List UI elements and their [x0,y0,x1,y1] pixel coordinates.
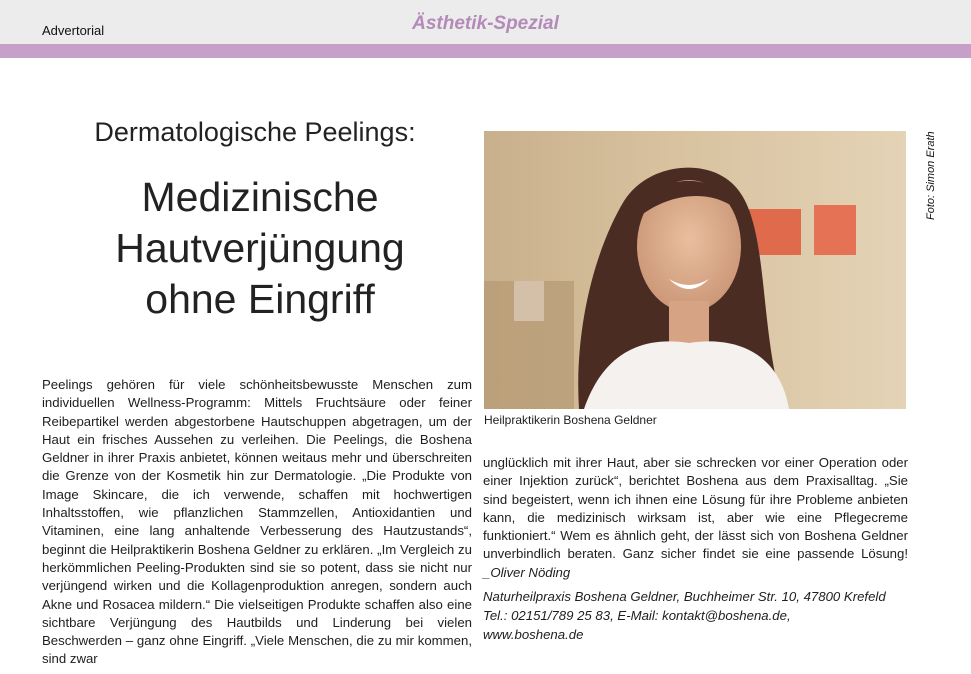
special-title: Ästhetik-Spezial [412,13,559,34]
photo-credit: Foto: Simon Erath [925,131,937,220]
contact-address: Naturheilpraxis Boshena Geldner, Buchheimer Str. 10, 47800 Krefeld [483,589,886,604]
contact-block [483,587,913,644]
headline-line: ohne Eingriff [145,276,375,322]
article-body-right [483,454,908,582]
contact-phone-email: Tel.: 02151/789 25 83, E-Mail: kontakt@boshena.de, [483,608,791,623]
article-kicker: Dermatologische Peelings: [94,117,416,147]
headline-line: Medizinische [141,174,379,220]
article-body-left: Peelings gehören für viele schönheitsbewusste Menschen zum individuellen Wellness-Programm: Mittels Fruchtsäure oder feiner Reibepartikel werden abgestorbene Hautschuppen abgetragen, um der Haut ein frisches Aussehen zu verleihen. Die Peelings, die Boshena Geldner in ihrer Praxis anbietet, können weitaus mehr und überschreiten die Grenze von der Kosmetik hin zur Dermatologie. „Die Produkte von Image Skincare, die ich verwende, schaffen mit hochwertigen Inhaltsstoffen, wie pflanzlichen Stammzellen, Antioxidantien und Vitaminen, eine lang anhaltende Verbesserung des Hautzustands“, beginnt die Heilpraktikerin Boshena Geldner zu erklären. „Im Vergleich zu herkömmlichen Peeling-Produkten sind sie so potent, dass sie nicht nur verjüngend wirken und die Kollagenproduktion anregen, sondern auch Akne und Rosacea mildern.“ Die vielseitigen Produkte schaffen also eine sichtbare Verjüngung des Hautbilds und Linderung bei vielen Beschwerden – ganz ohne Eingriff. „Viele Menschen, die zu mir kommen, sind zwar [42,377,472,667]
photo-caption: Heilpraktikerin Boshena Geldner [484,413,657,427]
article-headline [40,172,480,325]
accent-strip [0,44,971,58]
section-label: Advertorial [42,23,105,38]
header-bar [0,0,971,44]
article-author: _Oliver Nöding [483,564,571,580]
article-body-right-text: unglücklich mit ihrer Haut, aber sie schrecken vor einer Operation oder einer Injektion zurück“, berichtet Boshena aus dem Praxisalltag. „Sie sind begeistert, wenn ich ihnen eine Lösung für ihre Probleme anbieten kann, die medizinisch wirksam ist, aber wie eine Pflegecreme funktioniert.“ Wem es ähnlich geht, der lässt sich von Boshena Geldner unverbindlich beraten. Ganz sicher findet sie eine passende Lösung! [483,455,908,562]
headline-line: Hautverjüngung [115,225,405,271]
contact-website: www.boshena.de [483,627,584,642]
portrait-photo [484,131,906,409]
